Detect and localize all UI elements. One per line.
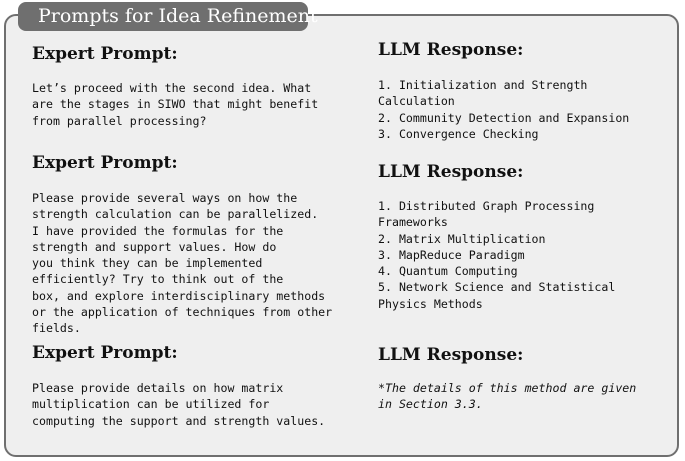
expert-line: or the application of techniques from other [32, 305, 333, 320]
card-title: Prompts for Idea Refinement [18, 2, 308, 31]
llm-response-heading-3: LLM Response: [378, 345, 524, 365]
llm-response-text-2 [378, 198, 615, 312]
llm-response-text-1 [378, 77, 629, 142]
llm-line: 4. Quantum Computing [378, 264, 518, 279]
expert-prompt-text-3 [32, 380, 325, 429]
llm-line: 1. Initialization and Strength [378, 78, 588, 92]
expert-prompt-heading-3: Expert Prompt: [32, 343, 178, 363]
expert-line: Please provide details on how matrix [32, 381, 284, 395]
llm-response-heading-2: LLM Response: [378, 162, 524, 182]
expert-prompt-text-2 [32, 190, 332, 337]
expert-line: multiplication can be utilized for [32, 397, 270, 412]
llm-response-heading-1: LLM Response: [378, 40, 524, 60]
llm-line: 3. Convergence Checking [378, 126, 539, 141]
expert-line: strength and support values. How do [32, 239, 277, 254]
expert-line: Let’s proceed with the second idea. What [32, 81, 312, 95]
llm-line: 2. Community Detection and Expansion [378, 110, 630, 125]
expert-line: Please provide several ways on how the [32, 191, 298, 205]
llm-line: Physics Methods [378, 296, 483, 311]
llm-line: 2. Matrix Multiplication [378, 231, 546, 246]
llm-line: Frameworks [378, 215, 448, 230]
expert-line: I have provided the formulas for the [32, 223, 284, 238]
expert-line: strength calculation can be parallelized. [32, 207, 319, 222]
expert-line: fields. [32, 321, 81, 336]
expert-line: from parallel processing? [32, 113, 207, 128]
expert-line: computing the support and strength values. [32, 413, 326, 428]
llm-line: 1. Distributed Graph Processing [378, 199, 595, 213]
llm-line: Calculation [378, 94, 455, 109]
expert-prompt-heading-2: Expert Prompt: [32, 153, 178, 173]
expert-line: are the stages in SIWO that might benefit [32, 97, 319, 112]
llm-line: in Section 3.3. [378, 397, 483, 412]
expert-line: box, and explore interdisciplinary methods [32, 288, 326, 303]
expert-prompt-heading-1: Expert Prompt: [32, 44, 178, 64]
llm-line: 3. MapReduce Paradigm [378, 247, 525, 262]
expert-prompt-text-1 [32, 80, 318, 129]
expert-line: you think they can be implemented [32, 256, 263, 271]
llm-line: 5. Network Science and Statistical [378, 280, 616, 295]
llm-response-text-3 [378, 380, 636, 413]
expert-line: efficiently? Try to think out of the [32, 272, 284, 287]
llm-line: *The details of this method are given [378, 381, 637, 395]
